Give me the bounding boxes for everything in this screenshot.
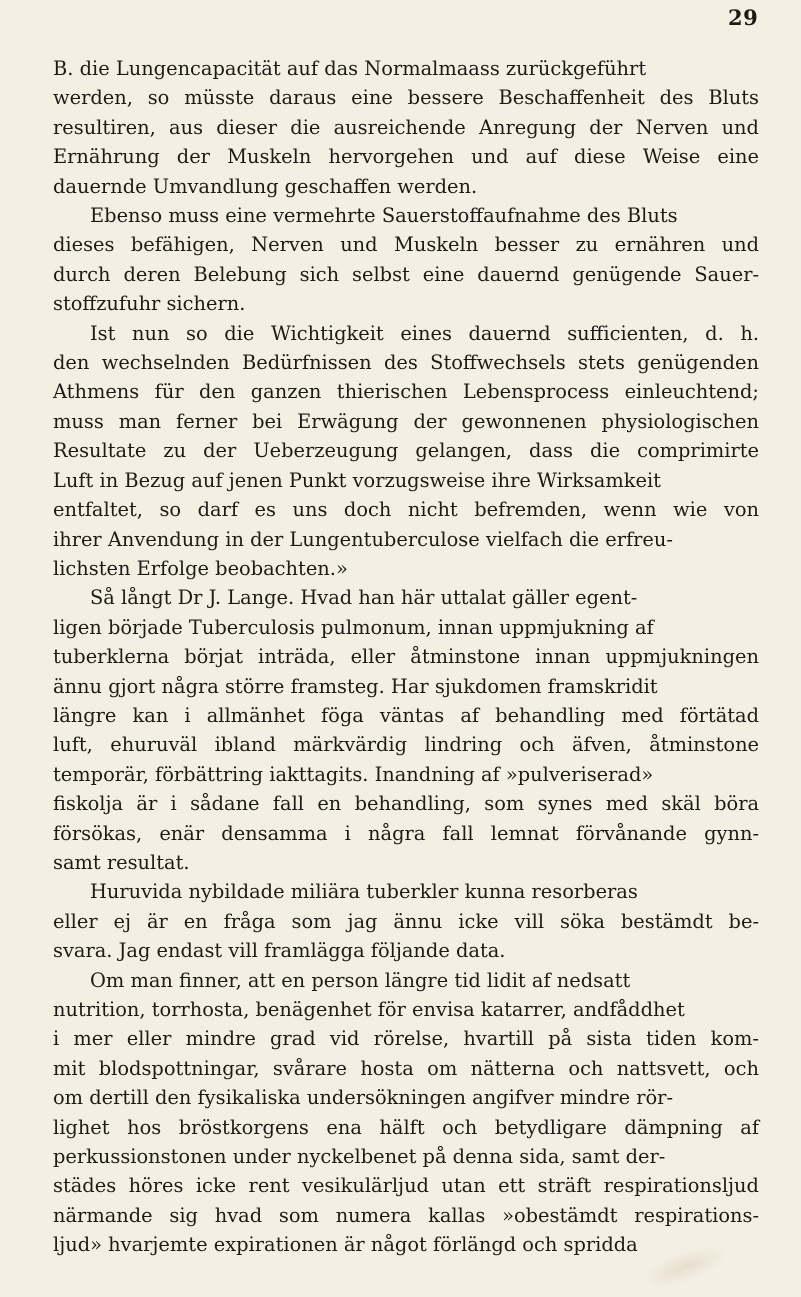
- text-line: entfaltet, so darf es uns doch nicht befremden, wenn wie von: [53, 498, 759, 522]
- text-line: lighet hos bröstkorgens ena hälft och betydligare dämpning af: [53, 1115, 760, 1139]
- text-line: eller ej är en fråga som jag ännu icke vill söka bestämdt be-: [53, 909, 759, 933]
- text-line: Huruvida nybildade miliära tuberkler kunna resorberas: [90, 880, 638, 904]
- text-line: temporär, förbättring iakttagits. Inandning af »pulveriserad»: [53, 762, 654, 786]
- text-line: Resultate zu der Ueberzeugung gelangen, dass die comprimirte: [53, 439, 760, 463]
- text-line: samt resultat.: [53, 850, 190, 874]
- text-line: om dertill den fysikaliska undersökningen angifver mindre rör-: [53, 1086, 673, 1110]
- text-line: resultiren, aus dieser die ausreichende Anregung der Nerven und: [53, 115, 759, 139]
- text-line: städes höres icke rent vesikulärljud utan ett sträft respirationsljud: [53, 1174, 759, 1198]
- text-line: ligen började Tuberculosis pulmonum, innan uppmjukning af: [53, 615, 654, 639]
- text-line: Athmens für den ganzen thierischen Lebensprocess einleuchtend;: [53, 380, 759, 404]
- text-line: perkussionstonen under nyckelbenet på denna sida, samt der-: [53, 1145, 666, 1169]
- text-line: ihrer Anvendung in der Lungentuberculose vielfach die erfreu-: [53, 527, 673, 551]
- text-line: i mer eller mindre grad vid rörelse, hvartill på sista tiden kom-: [53, 1027, 759, 1051]
- text-line: Så långt Dr J. Lange. Hvad han här uttalat gäller egent-: [90, 586, 638, 610]
- text-line: werden, so müsste daraus eine bessere Beschaffenheit des Bluts: [53, 86, 759, 110]
- text-line: fiskolja är i sådane fall en behandling, som synes med skäl böra: [53, 792, 760, 816]
- page-number: 29: [728, 5, 759, 30]
- text-line: nutrition, torrhosta, benägenhet för envisa katarrer, andfåddhet: [53, 998, 685, 1021]
- text-line: längre kan i allmänhet föga väntas af behandling med förtätad: [53, 703, 760, 727]
- text-line: svara. Jag endast vill framlägga följande data.: [53, 939, 506, 963]
- text-line: närmande sig hvad som numera kallas »obestämdt respirations-: [53, 1203, 759, 1227]
- text-line: dauernde Umvandlung geschaffen werden.: [53, 174, 478, 198]
- text-line: ljud» hvarjemte expirationen är något förlängd och spridda: [53, 1233, 638, 1257]
- body-text: [53, 54, 759, 1260]
- text-line: lichsten Erfolge beobachten.»: [53, 556, 348, 580]
- text-line: luft, ehuruväl ibland märkvärdig lindring och äfven, åtminstone: [53, 733, 760, 757]
- text-line: mit blodspottningar, svårare hosta om nätterna och nattsvett, och: [53, 1056, 759, 1080]
- text-line: försökas, enär densamma i några fall lemnat förvånande gynn-: [53, 821, 759, 845]
- text-line: Ist nun so die Wichtigkeit eines dauernd sufficienten, d. h.: [90, 321, 759, 345]
- text-line: tuberklerna börjat inträda, eller åtminstone innan uppmjukningen: [53, 645, 759, 669]
- text-line: durch deren Belebung sich selbst eine dauernd genügende Sauer-: [53, 262, 760, 286]
- text-line: muss man ferner bei Erwägung der gewonnenen physiologischen: [53, 409, 759, 433]
- text-line: Luft in Bezug auf jenen Punkt vorzugsweise ihre Wirksamkeit: [53, 468, 661, 492]
- text-line: ännu gjort några större framsteg. Har sjukdomen framskridit: [53, 674, 658, 698]
- text-line: dieses befähigen, Nerven und Muskeln besser zu ernähren und: [53, 233, 760, 257]
- text-line: Ebenso muss eine vermehrte Sauerstoffaufnahme des Bluts: [90, 204, 678, 228]
- text-line: B. die Lungencapacität auf das Normalmaass zurückgeführt: [53, 57, 647, 80]
- text-line: den wechselnden Bedürfnissen des Stoffwechsels stets genügenden: [53, 351, 759, 375]
- text-line: Om man finner, att en person längre tid lidit af nedsatt: [90, 968, 631, 992]
- text-line: stoffzufuhr sichern.: [53, 292, 246, 316]
- text-line: Ernährung der Muskeln hervorgehen und auf diese Weise eine: [53, 145, 759, 169]
